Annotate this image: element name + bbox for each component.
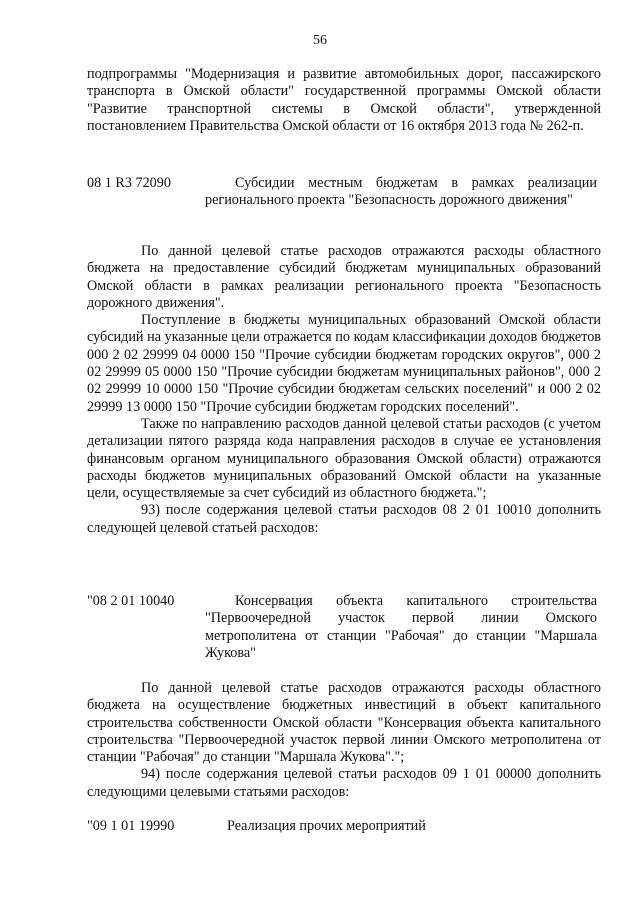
item1-para-municipal: Также по направлению расходов данной целевой статьи расходов (с учетом детализации пятого разряда кода направления расходов в случае ее установления финансовым органом муниципального образования Омской области) отражаются расходы бюджетов муниципальных образований Омской области на указанные цели, осуществляемые за счет субсидий из областного бюджета."; bbox=[87, 415, 601, 502]
intro-paragraph bbox=[87, 66, 601, 135]
item-code: "09 1 01 19990 bbox=[87, 818, 175, 834]
item-code: "08 2 01 10040 bbox=[87, 593, 175, 609]
item-title: Реализация прочих мероприятий bbox=[227, 818, 426, 834]
item-title: Субсидии местным бюджетам в рамках реализации регионального проекта "Безопасность дорожного движения" bbox=[205, 175, 597, 209]
item-title: Консервация объекта капитального строительства "Первоочередной участок первой линии Омского метрополитена от станции "Рабочая" до станции "Маршала Жукова" bbox=[205, 593, 597, 661]
item2-description bbox=[87, 680, 601, 801]
page-number: 56 bbox=[313, 33, 327, 48]
item1-para-expenses: По данной целевой статье расходов отражаются расходы областного бюджета на предоставление субсидий бюджетам муниципальных образований Омской области в рамках реализации регионального проекта "Безопасность дорожного движения". bbox=[87, 243, 601, 311]
item1-para-revenue-codes: Поступление в бюджеты муниципальных образований Омской области субсидий на указанные цели отражается по кодам классификации доходов бюджетов 000 2 02 29999 04 0000 150 "Прочие субсидии бюджетам городских округов", 000 2 02 29999 05 0000 150 "Прочие субсидии бюджетам муниципальных районов", 000 2 02 29999 10 0000 150 "Прочие субсидии бюджетам сельских поселений" и 000 2 02 29999 13 0000 150 "Прочие субсидии бюджетам городских поселений". bbox=[87, 312, 601, 415]
para-94-instruction: 94) после содержания целевой статьи расходов 09 1 01 00000 дополнить следующими целевыми статьями расходов: bbox=[87, 766, 601, 800]
item-code: 08 1 R3 72090 bbox=[87, 175, 171, 191]
item1-description bbox=[87, 243, 601, 537]
para-93-instruction: 93) после содержания целевой статьи расходов 08 2 01 10010 дополнить следующей целевой статьей расходов: bbox=[87, 502, 601, 536]
intro-text: подпрограммы "Модернизация и развитие автомобильных дорог, пассажирского транспорта в Омской области" государственной программы Омской области "Развитие транспортной системы в Омской области", утвержденной постановлением Правительства Омской области от 16 октября 2013 года № 262-п. bbox=[87, 66, 601, 134]
item2-para-expenses: По данной целевой статье расходов отражаются расходы областного бюджета на осуществление бюджетных инвестиций в объект капитального строительства собственности Омской области "Консервация объекта капитального строительства "Первоочередной участок первой линии Омского метрополитена от станции "Рабочая" до станции "Маршала Жукова"."; bbox=[87, 680, 601, 766]
